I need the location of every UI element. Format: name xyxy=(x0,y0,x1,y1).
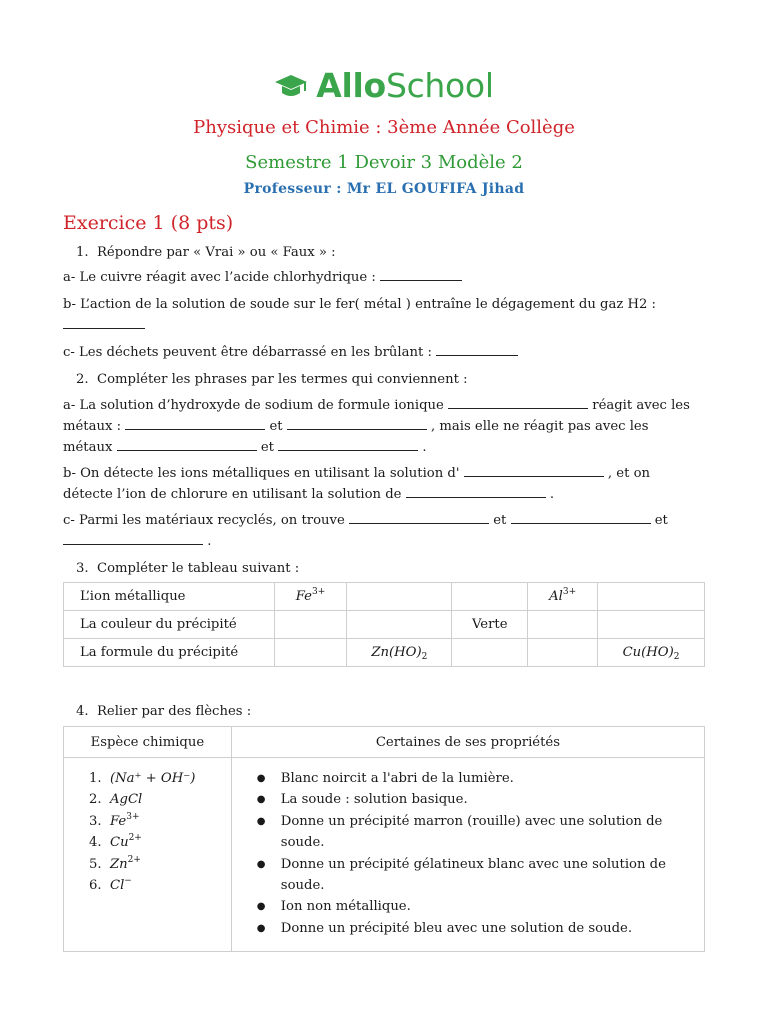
table-row xyxy=(64,758,705,952)
answer-blank[interactable] xyxy=(125,417,265,430)
column-header: Certaines de ses propriétés xyxy=(231,727,704,758)
q1-statement-b: b- L’action de la solution de soude sur le fer( métal ) entraîne le dégagement du gaz H2 : xyxy=(63,297,656,312)
list-item[interactable]: ● Donne un précipité marron (rouille) avec une solution de soude. xyxy=(255,811,703,854)
q2-a-line2: métaux : et , mais elle ne réagit pas avec les xyxy=(63,419,649,434)
answer-blank[interactable] xyxy=(117,438,257,451)
table-cell: $Cu(HO)_2$ xyxy=(598,639,705,667)
answer-blank[interactable] xyxy=(448,396,588,409)
properties-list xyxy=(233,768,703,939)
q2-b-line2: détecte l’ion de chlorure en utilisant la solution de . xyxy=(63,487,555,502)
table-cell: $Al^{3+}$ xyxy=(528,583,598,611)
table-cell[interactable] xyxy=(274,639,347,667)
list-item[interactable]: 5. $Zn^{2+}$ xyxy=(89,854,141,872)
q2-a-line1: a- La solution d’hydroxyde de sodium de formule ionique réagit avec les xyxy=(63,398,690,413)
question-3-prompt: 3. Compléter le tableau suivant : xyxy=(76,561,300,576)
list-item[interactable]: ● La soude : solution basique. xyxy=(255,789,703,810)
list-item[interactable]: ● Donne un précipité bleu avec une solution de soude. xyxy=(255,918,703,939)
row-label: La couleur du précipité xyxy=(64,611,275,639)
table-cell[interactable] xyxy=(598,611,705,639)
species-cell xyxy=(64,758,232,952)
graduation-cap-icon xyxy=(274,73,308,99)
question-4-prompt: 4. Relier par des flèches : xyxy=(76,704,252,719)
answer-blank[interactable] xyxy=(464,464,604,477)
table-cell[interactable] xyxy=(274,611,347,639)
table-cell[interactable] xyxy=(598,583,705,611)
table-cell[interactable] xyxy=(347,611,452,639)
list-item[interactable]: 3. $Fe^{3+}$ xyxy=(89,811,140,829)
table-cell[interactable] xyxy=(452,583,528,611)
table-cell[interactable] xyxy=(452,639,528,667)
table-cell[interactable] xyxy=(528,611,598,639)
page-title: Physique et Chimie : 3ème Année Collège xyxy=(193,117,575,138)
list-item[interactable]: 2. AgCl xyxy=(89,792,143,808)
list-item[interactable]: 4. $Cu^{2+}$ xyxy=(89,833,142,851)
ion-table xyxy=(63,582,705,667)
list-item[interactable]: ● Ion non métallique. xyxy=(255,896,703,917)
species-list xyxy=(65,768,230,896)
table-row xyxy=(64,611,705,639)
table-row xyxy=(64,583,705,611)
answer-blank[interactable] xyxy=(287,417,427,430)
teacher-name: Professeur : Mr EL GOUFIFA Jihad xyxy=(243,181,525,197)
q1-statement-a: a- Le cuivre réagit avec l’acide chlorhydrique : xyxy=(63,267,708,288)
answer-blank[interactable] xyxy=(511,511,651,524)
answer-blank[interactable] xyxy=(63,316,145,329)
table-cell[interactable] xyxy=(528,639,598,667)
q1-statement-c: c- Les déchets peuvent être débarrassé en les brûlant : xyxy=(63,342,708,363)
q2-c-line2: . xyxy=(63,531,708,552)
table-cell: Verte xyxy=(452,611,528,639)
answer-blank[interactable] xyxy=(406,485,546,498)
table-cell[interactable] xyxy=(347,583,452,611)
logo-text: AlloSchool xyxy=(316,66,494,105)
answer-blank[interactable] xyxy=(349,511,489,524)
q2-c-line1: c- Parmi les matériaux recyclés, on trouve et et xyxy=(63,513,668,528)
q2-b-line1: b- On détecte les ions métalliques en utilisant la solution d' , et on xyxy=(63,466,651,481)
list-item[interactable]: 1. (Na⁺ + OH⁻) xyxy=(89,771,196,786)
table-row xyxy=(64,639,705,667)
alloschool-logo xyxy=(0,66,768,105)
q2-a-line3: métaux et . xyxy=(63,440,427,455)
row-label: La formule du précipité xyxy=(64,639,275,667)
question-2-prompt: 2. Compléter les phrases par les termes qui conviennent : xyxy=(76,372,468,387)
list-item[interactable]: ● Donne un précipité gélatineux blanc avec une solution de soude. xyxy=(255,854,703,897)
row-label: L’ion métallique xyxy=(64,583,275,611)
page-subtitle: Semestre 1 Devoir 3 Modèle 2 xyxy=(245,152,523,173)
table-cell: $Zn(HO)_2$ xyxy=(347,639,452,667)
answer-blank[interactable] xyxy=(63,532,203,545)
list-item[interactable]: 6. Cl− xyxy=(89,876,132,894)
answer-blank[interactable] xyxy=(380,268,462,281)
answer-blank[interactable] xyxy=(436,343,518,356)
list-item[interactable]: ● Blanc noircit a l'abri de la lumière. xyxy=(255,768,703,789)
q1-statement-b-blank xyxy=(63,315,708,336)
properties-cell xyxy=(231,758,704,952)
column-header: Espèce chimique xyxy=(64,727,232,758)
question-1-prompt: 1. Répondre par « Vrai » ou « Faux » : xyxy=(76,245,336,260)
table-cell: $Fe^{3+}$ xyxy=(274,583,347,611)
exercise-title: Exercice 1 (8 pts) xyxy=(63,212,234,234)
matching-table xyxy=(63,726,705,952)
answer-blank[interactable] xyxy=(278,438,418,451)
table-header-row xyxy=(64,727,705,758)
